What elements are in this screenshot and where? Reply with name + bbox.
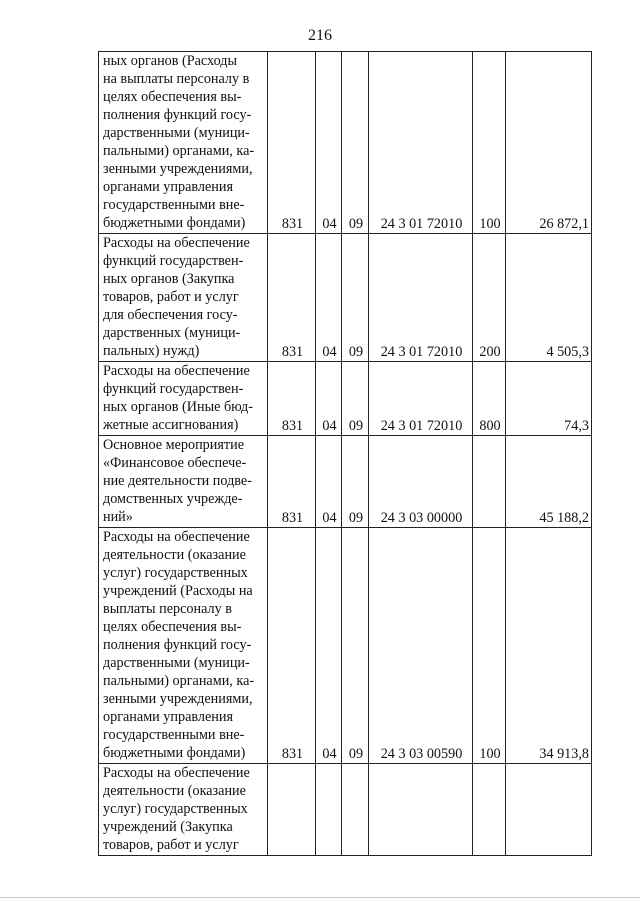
section-code: 04 [316, 436, 342, 528]
ministry-code: 831 [268, 52, 316, 234]
table-row [99, 436, 592, 528]
subsection-code: 09 [342, 436, 369, 528]
subsection-code [342, 764, 369, 856]
amount: 4 505,3 [506, 234, 592, 362]
ministry-code: 831 [268, 234, 316, 362]
expense-type-code [473, 764, 506, 856]
amount: 74,3 [506, 362, 592, 436]
target-article-code: 24 3 01 72010 [369, 362, 473, 436]
expense-type-code [473, 436, 506, 528]
target-article-code: 24 3 01 72010 [369, 234, 473, 362]
expense-type-code: 100 [473, 528, 506, 764]
target-article-code [369, 764, 473, 856]
table-body [99, 52, 592, 856]
amount [506, 764, 592, 856]
table-row [99, 234, 592, 362]
row-name: Основное мероприятие «Финансовое обеспече- ние деятельности подве- домственных учрежде- ний» [99, 436, 268, 528]
expense-type-code: 200 [473, 234, 506, 362]
budget-table [98, 51, 592, 856]
subsection-code: 09 [342, 528, 369, 764]
row-name: Расходы на обеспечение функций государствен- ных органов (Иные бюд- жетные ассигнования) [99, 362, 268, 436]
section-code: 04 [316, 362, 342, 436]
target-article-code: 24 3 01 72010 [369, 52, 473, 234]
subsection-code: 09 [342, 234, 369, 362]
expense-type-code: 800 [473, 362, 506, 436]
page-bottom-edge [0, 897, 640, 898]
table-row [99, 52, 592, 234]
ministry-code: 831 [268, 436, 316, 528]
table-row [99, 362, 592, 436]
row-name: Расходы на обеспечение деятельности (оказание услуг) государственных учреждений (Расходы на выплаты персоналу в целях обеспечения вы- полнения функций госу- дарственными (муници- пальными) органами, ка- зенными учреждениями, органами управления государственными вне- бюджетными фондами) [99, 528, 268, 764]
subsection-code: 09 [342, 52, 369, 234]
amount: 26 872,1 [506, 52, 592, 234]
ministry-code: 831 [268, 362, 316, 436]
ministry-code: 831 [268, 528, 316, 764]
target-article-code: 24 3 03 00590 [369, 528, 473, 764]
subsection-code: 09 [342, 362, 369, 436]
target-article-code: 24 3 03 00000 [369, 436, 473, 528]
section-code: 04 [316, 234, 342, 362]
section-code [316, 764, 342, 856]
ministry-code [268, 764, 316, 856]
expense-type-code: 100 [473, 52, 506, 234]
amount: 34 913,8 [506, 528, 592, 764]
table-row [99, 528, 592, 764]
row-name: ных органов (Расходы на выплаты персоналу в целях обеспечения вы- полнения функций госу- дарственными (муници- пальными) органами, ка- зенными учреждениями, органами управления государственными вне- бюджетными фондами) [99, 52, 268, 234]
row-name: Расходы на обеспечение деятельности (оказание услуг) государственных учреждений (Закупка товаров, работ и услуг [99, 764, 268, 856]
page-number: 216 [308, 27, 332, 44]
amount: 45 188,2 [506, 436, 592, 528]
row-name: Расходы на обеспечение функций государствен- ных органов (Закупка товаров, работ и услуг для обеспечения госу- дарственных (муници- пальных) нужд) [99, 234, 268, 362]
section-code: 04 [316, 52, 342, 234]
section-code: 04 [316, 528, 342, 764]
table-row [99, 764, 592, 856]
